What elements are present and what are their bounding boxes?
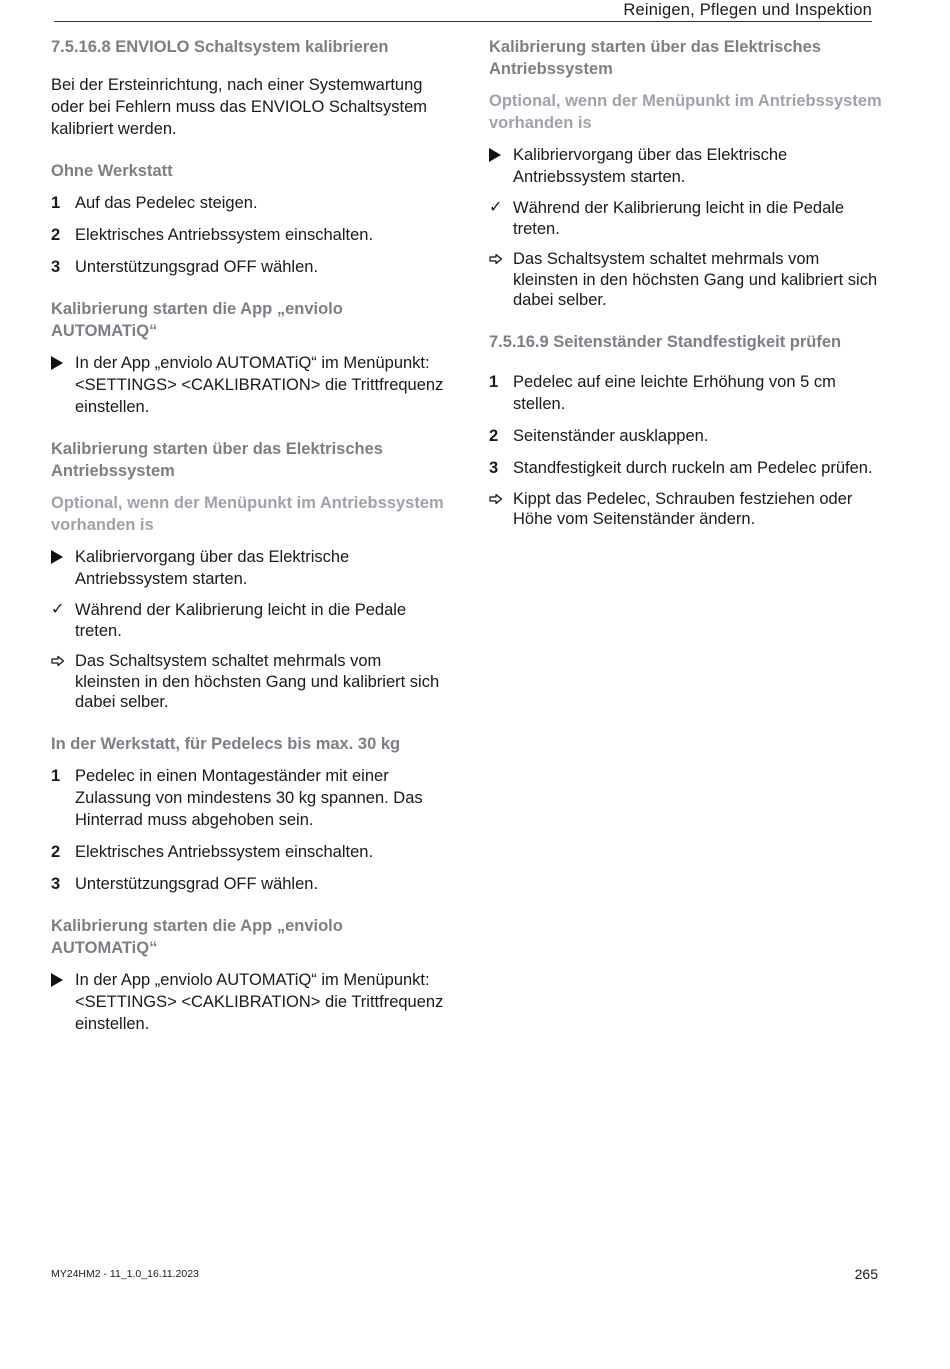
action-text: In der App „enviolo AUTOMATiQ“ im Menüpunkt: <SETTINGS> <CAKLIBRATION> die Trittfrequenz einstellen. — [75, 970, 444, 1033]
right-column — [489, 36, 884, 540]
footer-doc-id: MY24HM2 - 11_1.0_16.11.2023 — [51, 1268, 199, 1280]
step-text: Standfestigkeit durch ruckeln am Pedelec prüfen. — [513, 458, 873, 477]
action-triangle-icon — [51, 969, 75, 1035]
step-number: 3 — [489, 458, 499, 477]
step-item — [51, 192, 446, 214]
check-item — [51, 600, 446, 641]
result-text: Das Schaltsystem schaltet mehrmals vom kleinsten in den höchsten Gang und kalibriert sich dabei selber. — [513, 250, 878, 309]
step-number: 1 — [489, 372, 499, 391]
step-text: Unterstützungsgrad OFF wählen. — [75, 874, 319, 893]
action-text: Kalibriervorgang über das Elektrische Antriebssystem starten. — [75, 548, 350, 588]
action-item — [51, 546, 446, 590]
section-title: 7.5.16.8 ENVIOLO Schaltsystem kalibrieren — [51, 38, 389, 56]
step-text: Elektrisches Antriebssystem einschalten. — [75, 842, 374, 861]
action-item — [51, 969, 446, 1035]
subheading-drive-calibration: Kalibrierung starten über das Elektrisches Antriebssystem — [51, 440, 383, 480]
subheading-app-calibration: Kalibrierung starten die App „enviolo AUTOMATiQ“ — [51, 300, 343, 340]
subheading-optional: Optional, wenn der Menüpunkt im Antriebssystem vorhanden is — [51, 494, 444, 534]
check-text: Während der Kalibrierung leicht in die Pedale treten. — [75, 601, 407, 640]
running-header: Reinigen, Pflegen und Inspektion — [623, 1, 872, 19]
subheading-werkstatt: In der Werkstatt, für Pedelecs bis max. 30 kg — [51, 734, 401, 753]
step-number: 1 — [51, 766, 61, 785]
result-item — [51, 651, 446, 713]
step-text: Pedelec in einen Montageständer mit einer Zulassung von mindestens 30 kg spannen. Das Hinterrad muss abgehoben sein. — [75, 766, 423, 829]
action-triangle-icon — [51, 546, 75, 590]
result-item — [489, 249, 884, 311]
step-item — [51, 256, 446, 278]
check-text: Während der Kalibrierung leicht in die Pedale treten. — [513, 199, 845, 238]
step-item — [489, 457, 884, 479]
step-item — [51, 224, 446, 246]
result-text: Kippt das Pedelec, Schrauben festziehen oder Höhe vom Seitenständer ändern. — [513, 489, 853, 528]
step-number: 3 — [51, 258, 61, 276]
subheading-drive-calibration: Kalibrierung starten über das Elektrisches Antriebssystem — [489, 38, 821, 78]
step-text: Unterstützungsgrad OFF wählen. — [75, 258, 319, 276]
action-triangle-icon — [51, 352, 75, 418]
checkmark-icon: ✓ — [489, 199, 503, 216]
step-text: Pedelec auf eine leichte Erhöhung von 5 cm stellen. — [513, 372, 836, 413]
result-arrow-icon — [51, 651, 75, 713]
result-arrow-icon — [489, 489, 513, 530]
step-number: 3 — [51, 874, 61, 893]
subheading-app-calibration: Kalibrierung starten die App „enviolo AUTOMATiQ“ — [51, 916, 343, 957]
result-text: Das Schaltsystem schaltet mehrmals vom kleinsten in den höchsten Gang und kalibriert sich dabei selber. — [75, 652, 440, 711]
step-number: 2 — [51, 226, 61, 244]
intro-paragraph: Bei der Ersteinrichtung, nach einer Systemwartung oder bei Fehlern muss das ENVIOLO Schaltsystem kalibriert werden. — [51, 76, 427, 138]
action-triangle-icon — [489, 144, 513, 188]
left-column — [51, 36, 446, 1045]
subheading-ohne-werkstatt: Ohne Werkstatt — [51, 162, 173, 180]
result-arrow-icon — [489, 249, 513, 311]
action-item — [51, 352, 446, 418]
step-text: Elektrisches Antriebssystem einschalten. — [75, 226, 374, 244]
result-item — [489, 489, 884, 530]
step-item — [51, 873, 446, 895]
header-rule — [54, 21, 872, 22]
step-item — [489, 425, 884, 447]
step-number: 1 — [51, 194, 61, 212]
step-item — [51, 841, 446, 863]
checkmark-icon: ✓ — [51, 601, 65, 618]
action-text: In der App „enviolo AUTOMATiQ“ im Menüpunkt: <SETTINGS> <CAKLIBRATION> die Trittfrequenz einstellen. — [75, 354, 444, 416]
step-text: Auf das Pedelec steigen. — [75, 194, 258, 212]
action-text: Kalibriervorgang über das Elektrische Antriebssystem starten. — [513, 146, 788, 186]
step-number: 2 — [51, 842, 61, 861]
step-number: 2 — [489, 426, 499, 445]
step-text: Seitenständer ausklappen. — [513, 426, 709, 445]
action-item — [489, 144, 884, 188]
subheading-optional: Optional, wenn der Menüpunkt im Antriebssystem vorhanden is — [489, 92, 882, 132]
section-title: 7.5.16.9 Seitenständer Standfestigkeit prüfen — [489, 332, 842, 351]
check-item — [489, 198, 884, 239]
step-item — [489, 371, 884, 415]
step-item — [51, 765, 446, 831]
page-number: 265 — [854, 1266, 878, 1282]
